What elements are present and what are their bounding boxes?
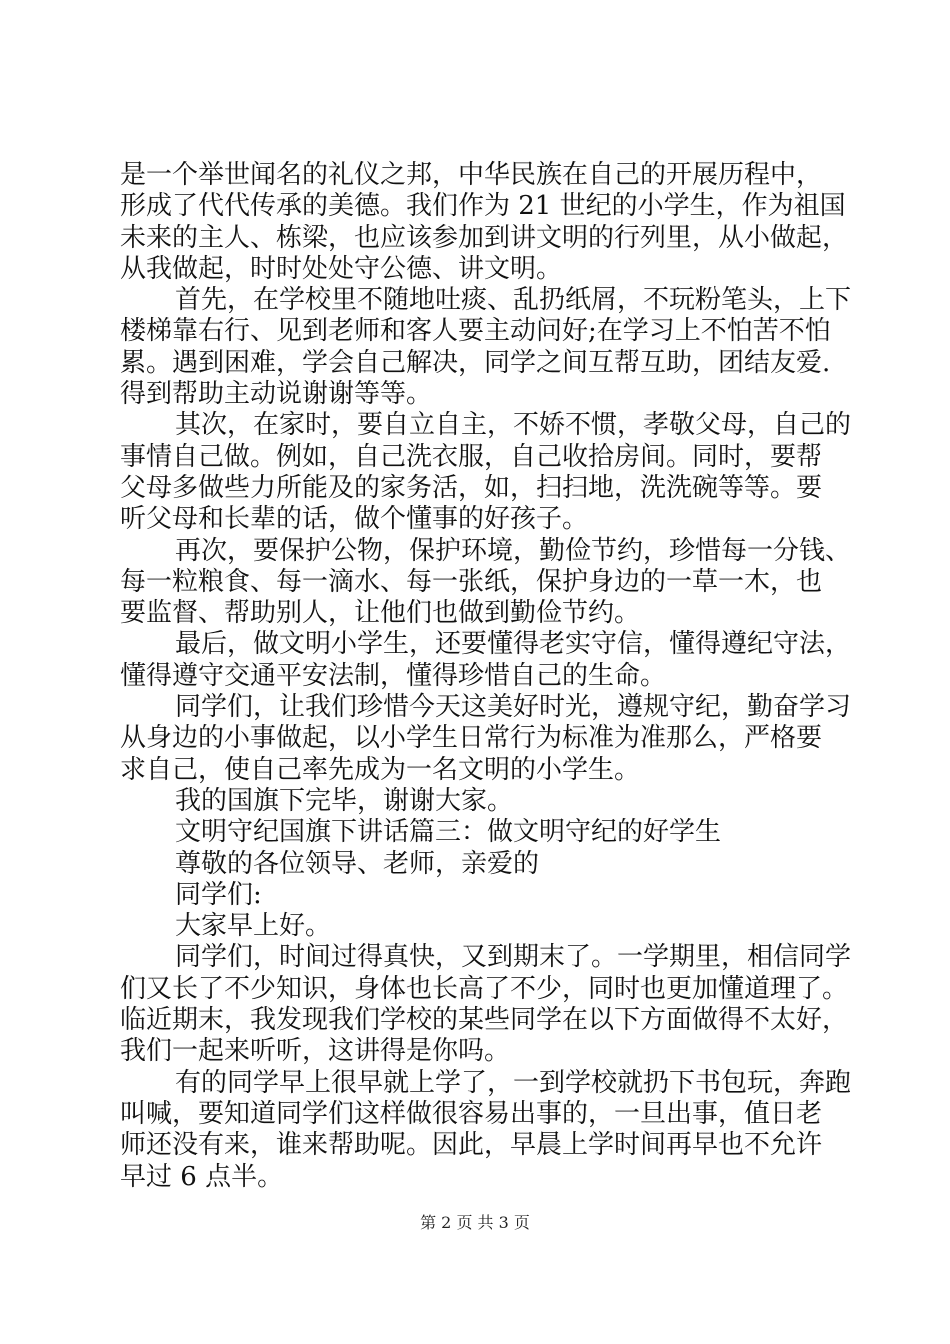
document-body <box>120 160 852 1193</box>
text-line: 尊敬的各位领导、老师，亲爱的 <box>175 848 540 879</box>
text-line: 我们一起来听听，这讲得是你吗。 <box>120 1036 511 1067</box>
text-line: 同学们，让我们珍惜今天这美好时光，遵规守纪，勤奋学习 <box>175 692 852 723</box>
text-line: 得到帮助主动说谢谢等等。 <box>120 379 433 410</box>
text-line: 临近期末，我发现我们学校的某些同学在以下方面做得不太好， <box>120 1005 849 1036</box>
text-line: 楼梯靠右行、见到老师和客人要主动问好;在学习上不怕苦不怕 <box>120 316 831 347</box>
text-line: 首先，在学校里不随地吐痰、乱扔纸屑，不玩粉笔头，上下 <box>175 285 852 316</box>
text-line: 未来的主人、栋梁，也应该参加到讲文明的行列里，从小做起， <box>120 222 849 253</box>
text-line: 同学们: <box>175 879 262 910</box>
text-line: 师还没有来，谁来帮助呢。因此，早晨上学时间再早也不允许 <box>120 1130 823 1161</box>
text-line: 懂得遵守交通平安法制，懂得珍惜自己的生命。 <box>120 660 667 691</box>
text-line: 事情自己做。例如，自己洗衣服，自己收拾房间。同时，要帮 <box>120 441 823 472</box>
text-line: 听父母和长辈的话，做个懂事的好孩子。 <box>120 504 589 535</box>
text-line: 从身边的小事做起，以小学生日常行为标准为准那么，严格要 <box>120 723 823 754</box>
text-line: 父母多做些力所能及的家务活，如，扫扫地，洗洗碗等等。要 <box>120 472 823 503</box>
text-line: 叫喊，要知道同学们这样做很容易出事的，一旦出事，值日老 <box>120 1098 823 1129</box>
text-line: 从我做起，时时处处守公德、讲文明。 <box>120 253 563 284</box>
text-line: 同学们，时间过得真快，又到期末了。一学期里，相信同学 <box>175 942 852 973</box>
text-line: 大家早上好。 <box>175 911 332 942</box>
text-line: 文明守纪国旗下讲话篇三：做文明守纪的好学生 <box>175 817 722 848</box>
text-line: 早过 6 点半。 <box>120 1161 284 1192</box>
text-line: 再次，要保护公物，保护环境，勤俭节约，珍惜每一分钱、 <box>175 535 852 566</box>
text-line: 是一个举世闻名的礼仪之邦，中华民族在自己的开展历程中， <box>120 160 823 190</box>
text-line: 们又长了不少知识，身体也长高了不少，同时也更加懂道理了。 <box>120 973 849 1004</box>
page-number-label: 第 2 页 共 3 页 <box>420 1213 530 1232</box>
text-line: 有的同学早上很早就上学了，一到学校就扔下书包玩，奔跑 <box>175 1067 852 1098</box>
text-line: 我的国旗下完毕，谢谢大家。 <box>175 785 514 816</box>
text-line: 求自己，使自己率先成为一名文明的小学生。 <box>120 754 641 785</box>
text-line: 形成了代代传承的美德。我们作为 21 世纪的小学生，作为祖国 <box>120 191 846 222</box>
text-line: 累。遇到困难，学会自己解决，同学之间互帮互助，团结友爱. <box>120 347 831 378</box>
text-line: 最后，做文明小学生，还要懂得老实守信，懂得遵纪守法， <box>175 629 852 660</box>
text-line: 要监督、帮助别人，让他们也做到勤俭节约。 <box>120 598 641 629</box>
text-line: 每一粒粮食、每一滴水、每一张纸，保护身边的一草一木，也 <box>120 566 823 597</box>
page-footer <box>0 1210 950 1233</box>
text-line: 其次，在家时，要自立自主，不娇不惯，孝敬父母，自己的 <box>175 410 852 441</box>
